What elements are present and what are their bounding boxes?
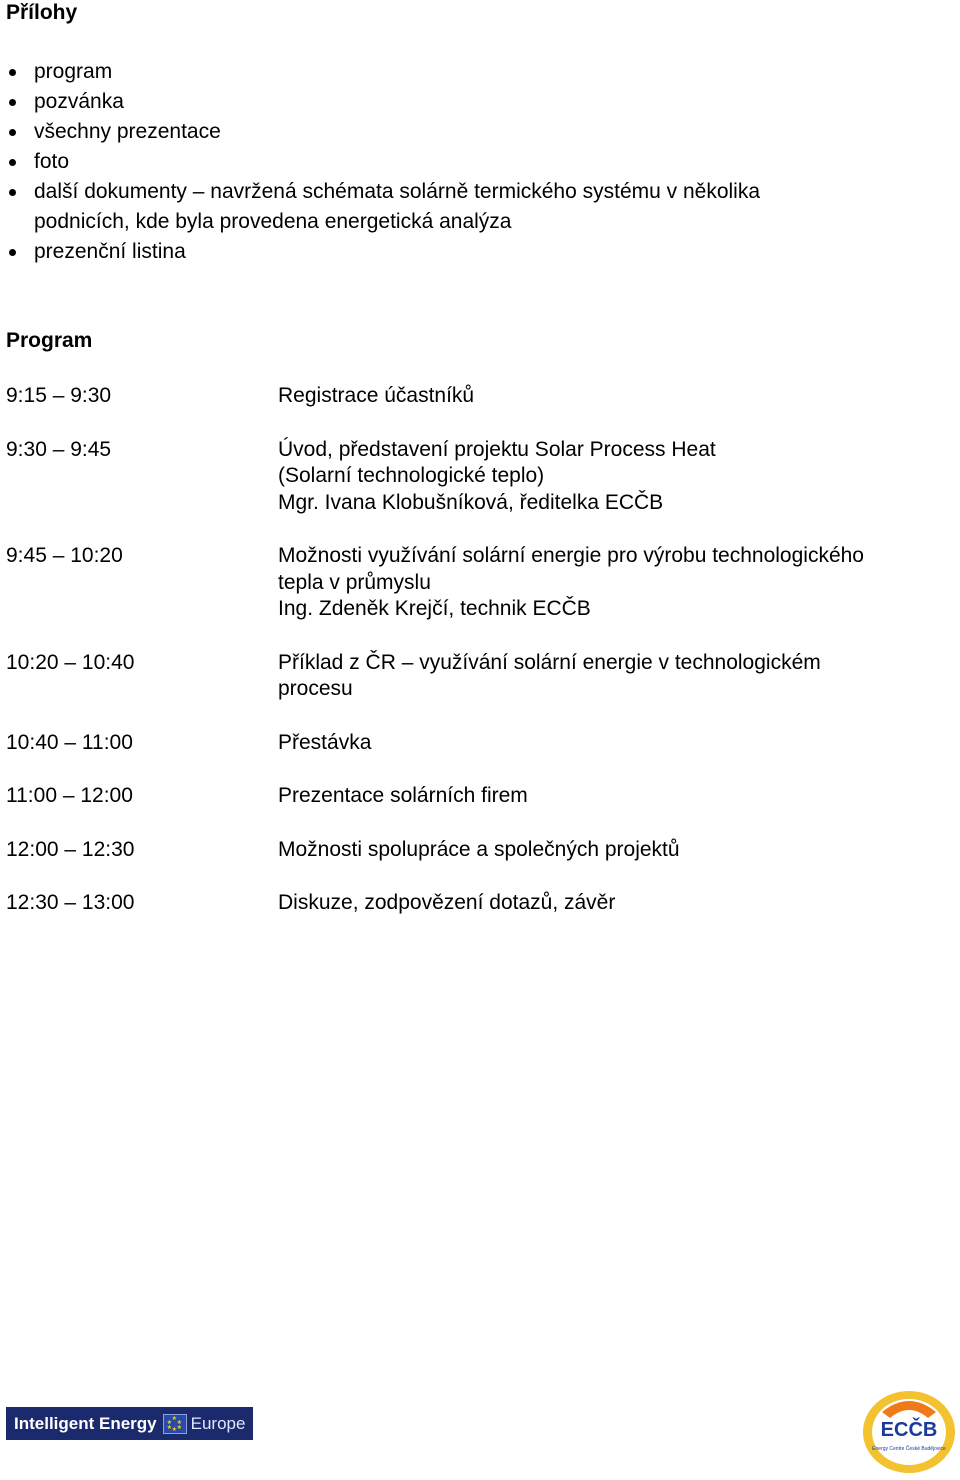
program-heading: Program	[6, 329, 93, 352]
attachment-item-text: všechny prezentace	[34, 120, 221, 143]
bullet-icon	[9, 129, 16, 136]
attachment-item	[0, 117, 900, 147]
eccb-logo	[862, 1390, 956, 1474]
program-schedule	[6, 383, 946, 944]
program-time: 12:00 – 12:30	[6, 837, 135, 861]
program-description-line: Příklad z ČR – využívání solární energie v technologickém	[278, 650, 821, 674]
program-description-line: Možnosti využívání solární energie pro výrobu technologického	[278, 544, 864, 567]
attachment-item-text: další dokumenty – navržená schémata solárně termického systému v několika	[34, 180, 761, 203]
logo-text-europe: Europe	[190, 1413, 246, 1433]
program-row	[6, 890, 946, 917]
program-description-line: Možnosti spolupráce a společných projektů	[278, 837, 680, 861]
attachment-item-text: podnicích, kde byla provedena energetická analýza	[34, 210, 512, 233]
bullet-icon	[9, 99, 16, 106]
program-description-line: tepla v průmyslu	[278, 570, 431, 594]
program-time: 12:30 – 13:00	[6, 891, 135, 914]
bullet-icon	[9, 159, 16, 166]
attachments-heading: Přílohy	[6, 1, 78, 24]
intelligent-energy-logo	[6, 1407, 253, 1440]
program-description	[278, 437, 946, 517]
program-description-line: Mgr. Ivana Klobušníková, ředitelka ECČB	[278, 490, 664, 514]
program-row	[6, 837, 946, 864]
attachment-item	[0, 57, 900, 87]
program-time: 10:40 – 11:00	[6, 730, 133, 754]
program-description-line: Diskuze, zodpovězení dotazů, závěr	[278, 891, 616, 914]
program-row	[6, 437, 946, 517]
program-description-line: (Solarní technologické teplo)	[278, 464, 545, 487]
program-row	[6, 783, 946, 810]
attachment-item	[0, 87, 900, 117]
program-row	[6, 543, 946, 623]
logo-text: Intelligent Energy	[14, 1413, 157, 1433]
bullet-icon	[9, 69, 16, 76]
attachment-item-text: pozvánka	[34, 90, 124, 113]
program-description-line: procesu	[278, 677, 353, 700]
program-row	[6, 650, 946, 703]
program-description	[278, 543, 946, 623]
program-description-line: Přestávka	[278, 730, 372, 754]
program-description-line: Prezentace solárních firem	[278, 784, 528, 807]
bullet-icon	[9, 189, 16, 196]
program-row	[6, 383, 946, 410]
program-description-line: Ing. Zdeněk Krejčí, technik ECČB	[278, 597, 591, 620]
program-time: 9:45 – 10:20	[6, 544, 123, 567]
program-time: 11:00 – 12:00	[6, 784, 133, 807]
program-description-line: Registrace účastníků	[278, 384, 475, 407]
program-time: 10:20 – 10:40	[6, 650, 135, 674]
attachments-list	[0, 57, 900, 267]
program-description	[278, 730, 946, 757]
attachment-item-text: program	[34, 60, 113, 83]
attachment-item	[0, 237, 900, 267]
bullet-icon	[9, 249, 16, 256]
program-description	[278, 383, 946, 410]
attachment-item-text: foto	[34, 150, 70, 173]
attachment-item	[0, 147, 900, 177]
program-description	[278, 783, 946, 810]
program-description	[278, 890, 946, 917]
attachment-item	[0, 177, 900, 237]
program-time: 9:15 – 9:30	[6, 384, 112, 407]
logo-subtext: Energy Centre České Budějovice	[872, 1446, 946, 1452]
program-row	[6, 730, 946, 757]
program-description	[278, 650, 946, 703]
program-time: 9:30 – 9:45	[6, 437, 112, 461]
eu-flag-icon: ★ ★ ★ ★ ★ ★	[163, 1414, 187, 1434]
logo-text-eccb: ECČB	[880, 1419, 938, 1441]
program-description	[278, 837, 946, 864]
attachment-item-text: prezenční listina	[34, 240, 186, 263]
program-description-line: Úvod, představení projektu Solar Process Heat	[278, 437, 716, 461]
